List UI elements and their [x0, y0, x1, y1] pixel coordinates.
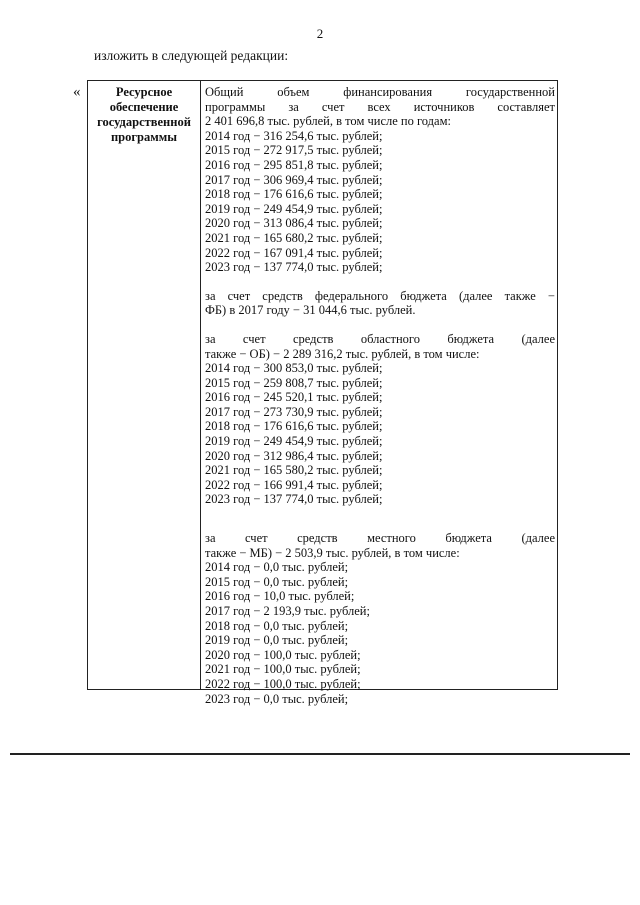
year-line: 2015 год − 272 917,5 тыс. рублей;: [205, 143, 383, 158]
year-line: 2020 год − 100,0 тыс. рублей;: [205, 647, 361, 662]
year-line: 2017 год − 2 193,9 тыс. рублей;: [205, 604, 370, 618]
year-line: 2014 год − 300 853,0 тыс. рублей;: [205, 361, 383, 376]
year-line: 2020 год − 313 086,4 тыс. рублей;: [205, 216, 383, 231]
label-line: программы: [110, 130, 178, 144]
regional-text-line: также − ОБ) − 2 289 316,2 тыс. рублей, в том числе:: [205, 346, 480, 361]
year-line: 2018 год − 176 616,6 тыс. рублей;: [205, 187, 383, 202]
year-line: 2019 год − 249 454,9 тыс. рублей;: [205, 434, 383, 449]
year-line: 2014 год − 316 254,6 тыс. рублей;: [205, 128, 383, 143]
year-line: 2022 год − 100,0 тыс. рублей;: [205, 676, 361, 691]
year-line: 2022 год − 166 991,4 тыс. рублей;: [205, 477, 383, 492]
label-line: государственной: [97, 115, 191, 129]
label-line: Ресурсное: [115, 85, 173, 99]
local-text-line: за счет средств местного бюджета (далее: [205, 531, 555, 546]
federal-text-line: ФБ) в 2017 году − 31 044,6 тыс. рублей.: [205, 303, 416, 318]
year-line: 2016 год − 245 520,1 тыс. рублей;: [205, 390, 383, 405]
year-line: 2020 год − 312 986,4 тыс. рублей;: [205, 448, 383, 463]
year-line: 2021 год − 165 580,2 тыс. рублей;: [205, 463, 383, 478]
total-text-line: 2 401 696,8 тыс. рублей, в том числе по годам:: [205, 114, 451, 129]
page-number: 2: [316, 26, 324, 41]
year-line: 2016 год − 295 851,8 тыс. рублей;: [205, 157, 383, 172]
federal-text-line: за счет средств федерального бюджета (далее также −: [205, 288, 555, 303]
content-cell: [205, 85, 555, 706]
year-line: 2023 год − 137 774,0 тыс. рублей;: [205, 260, 383, 275]
local-block: [205, 531, 555, 706]
bottom-rule: [10, 753, 630, 755]
total-text-line: Общий объем финансирования государственной: [205, 85, 555, 99]
regional-block: [205, 332, 555, 507]
opening-quote: «: [73, 84, 81, 100]
year-line: 2021 год − 100,0 тыс. рублей;: [205, 662, 361, 677]
resource-table: [87, 80, 558, 706]
year-line: 2015 год − 259 808,7 тыс. рублей;: [205, 375, 383, 390]
year-line: 2015 год − 0,0 тыс. рублей;: [205, 574, 349, 589]
federal-block: [205, 289, 555, 318]
label-line: обеспечение: [109, 100, 179, 114]
year-line: 2019 год − 0,0 тыс. рублей;: [205, 633, 349, 648]
total-text-line: программы за счет всех источников составляет: [205, 99, 555, 114]
column-divider: [200, 81, 201, 689]
intro-text: изложить в следующей редакции:: [94, 48, 289, 63]
year-line: 2018 год − 176 616,6 тыс. рублей;: [205, 419, 383, 434]
year-line: 2023 год − 137 774,0 тыс. рублей;: [205, 492, 383, 507]
year-line: 2019 год − 249 454,9 тыс. рублей;: [205, 201, 383, 216]
year-line: 2017 год − 273 730,9 тыс. рублей;: [205, 404, 383, 419]
year-line: 2017 год − 306 969,4 тыс. рублей;: [205, 172, 383, 187]
year-line: 2018 год − 0,0 тыс. рублей;: [205, 618, 349, 633]
label-cell: [88, 85, 200, 145]
year-line: 2021 год − 165 680,2 тыс. рублей;: [205, 230, 383, 245]
local-text-line: также − МБ) − 2 503,9 тыс. рублей, в том числе:: [205, 545, 460, 560]
year-line: 2023 год − 0,0 тыс. рублей;: [205, 691, 349, 706]
total-block: [205, 85, 555, 275]
regional-text-line: за счет средств областного бюджета (далее: [205, 331, 555, 346]
year-line: 2022 год − 167 091,4 тыс. рублей;: [205, 245, 383, 260]
year-line: 2016 год − 10,0 тыс. рублей;: [205, 589, 355, 604]
year-line: 2014 год − 0,0 тыс. рублей;: [205, 560, 349, 575]
